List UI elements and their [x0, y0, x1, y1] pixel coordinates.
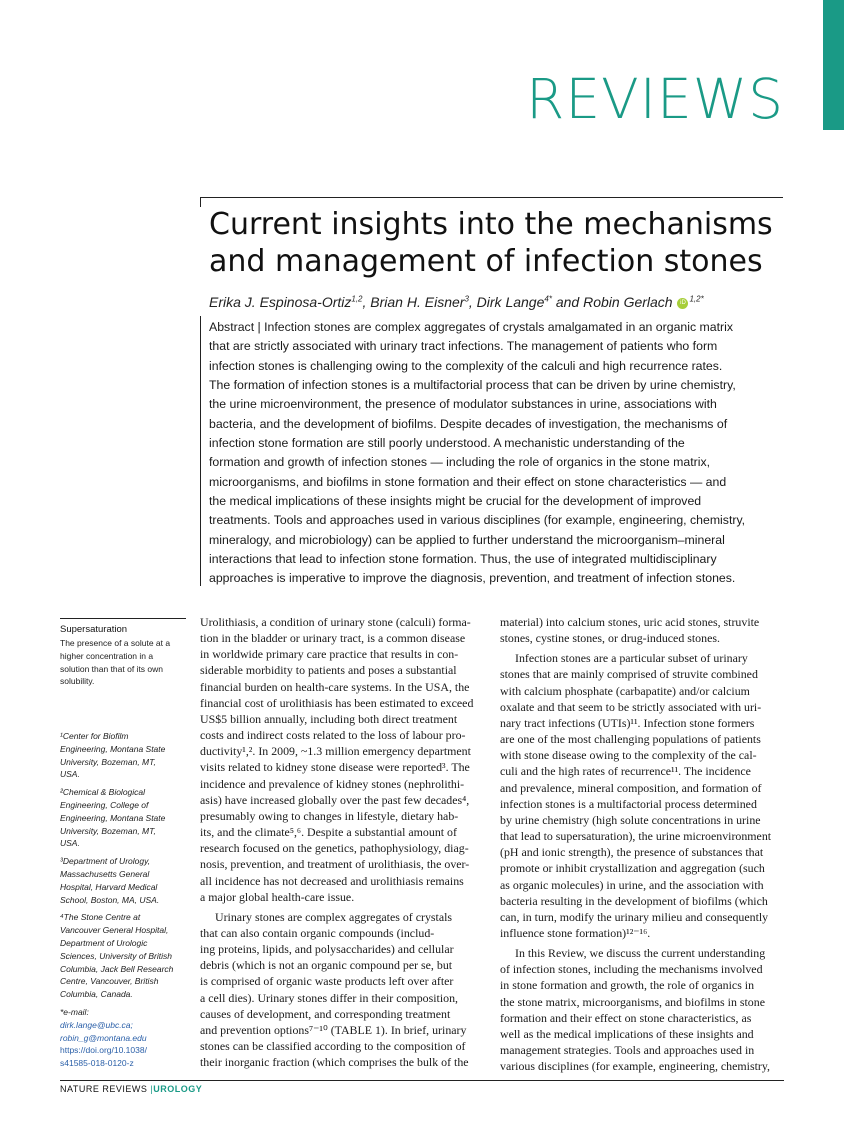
body-text-line: incidence and prevalence of kidney stones (nephrolithi- — [200, 776, 465, 791]
body-text-line: formation and their effect on stone characteristics, as — [500, 1010, 752, 1025]
author-name: Robin Gerlach — [583, 294, 673, 310]
abstract-line: the urine microenvironment, the presence of modulator substances in urine, associations with — [209, 397, 717, 412]
body-text-line: is comprised of organic waste products left over after — [200, 974, 454, 989]
body-text-line: nosis, prevention, and treatment of urolithiasis, the over- — [200, 857, 470, 872]
body-text-line: culi and the high rates of recurrence¹¹. The incidence — [500, 764, 751, 779]
abstract-line: Abstract | Infection stones are complex aggregates of crystals amalgamated in an organic matrix — [209, 320, 734, 334]
abstract-line: The formation of infection stones is a multifactorial process that can be driven by urine chemistry, — [209, 378, 736, 393]
sidebar-rule — [60, 618, 186, 619]
body-text-line: by urine chemistry (high solute concentrations in urine — [500, 812, 761, 827]
body-text-line: in worldwide primary care practice that results in con- — [200, 647, 459, 662]
affiliation: ³Department of Urology, Massachusetts General Hospital, Harvard Medical School, Boston, MA, USA. — [60, 856, 160, 905]
body-text-line: its, and the climate⁵,⁶. Despite a substantial amount of — [200, 825, 457, 840]
body-text-line: financial burden on health-care systems. In the USA, the — [200, 679, 470, 694]
body-text-line: bacteria resulting in the development of biofilms (which — [500, 893, 768, 908]
body-text-line: can, in turn, modify the urinary milieu and consequently — [500, 909, 769, 924]
body-text-line: Infection stones are a particular subset of urinary — [515, 651, 748, 666]
doi-link[interactable]: https://doi.org/10.1038/ s41585-018-0120-z — [60, 1045, 147, 1069]
body-text-line: stones that are mainly comprised of struvite combined — [500, 667, 758, 682]
body-text-line: (pH and ionic strength), the presence of substances that — [500, 845, 764, 860]
glossary-line: higher concentration in a — [60, 650, 154, 661]
body-text-line: a major global health-care issue. — [200, 889, 355, 904]
orcid-icon[interactable]: iD — [677, 298, 688, 309]
body-text-line: costs and indirect costs related to the loss of labour pro- — [200, 728, 466, 743]
glossary-line: solution than that of its own — [60, 663, 164, 674]
section-label: REVIEWS — [526, 67, 784, 131]
author-name: Dirk Lange — [476, 294, 545, 310]
article-title — [209, 206, 809, 280]
body-text-line: financial cost of urolithiasis has been estimated to exceed — [200, 695, 474, 710]
abstract-line: infection stone formation are still poorly understood. A mechanistic understanding of the — [209, 436, 685, 451]
body-text-line: debris (which is not an organic compound per se, but — [200, 958, 453, 973]
journal-section: UROLOGY — [153, 1084, 203, 1094]
body-text-line: that can also contain organic compounds (includ- — [200, 925, 435, 940]
abstract-line: microorganisms, and biofilms in stone formation and their effect on stone characteristics — and — [209, 474, 727, 489]
body-text-line: Urolithiasis, a condition of urinary stone (calculi) forma- — [200, 615, 471, 629]
glossary-line: The presence of a solute at a — [60, 638, 171, 648]
page-footer: NATURE REVIEWS |UROLOGY — [60, 1084, 203, 1094]
glossary-line: solubility. — [60, 676, 95, 687]
body-text-line: visits related to kidney stone disease were reported³. The — [200, 760, 470, 775]
body-text-line: infection stones is a multifactorial process determined — [500, 796, 757, 811]
abstract-line: that are strictly associated with urinary tract infections. The management of patients who form — [209, 339, 718, 354]
body-text-line: with stone disease owing to the complexity of the cal- — [500, 748, 757, 763]
body-text-line: siderable morbidity to patients and poses a substantial — [200, 663, 457, 678]
abstract-line: treatments. Tools and approaches used in various disciplines (for example, engineering, chemistry, — [209, 513, 746, 528]
body-text-line: as organic molecules) in urine, and the association with — [500, 877, 764, 892]
abstract — [209, 318, 784, 589]
body-text-line: US$5 billion annually, including both direct treatment — [200, 711, 458, 726]
body-text-line: nary tract infections (UTIs)¹¹. Infection stone formers — [500, 715, 755, 730]
body-text-line: Urinary stones are complex aggregates of crystals — [215, 909, 453, 924]
affiliation: ²Chemical & Biological Engineering, College of Engineering, Montana State University, Bozeman, MT, USA. — [60, 787, 166, 849]
email-link[interactable]: dirk.lange@ubc.ca; — [60, 1019, 133, 1030]
body-text-line: influence stone formation)¹²⁻¹⁶. — [500, 925, 651, 940]
affiliation: ⁴The Stone Centre at Vancouver General Hospital, Department of Urologic Sciences, University of British Columbia, Jack Bell Research Centre, Vancouver, British Columbia, Canada. — [60, 912, 174, 1000]
body-text-line: all incidence has not decreased and urolithiasis remains — [200, 873, 464, 888]
body-text-line: a cell dies). Urinary stones differ in their composition, — [200, 990, 459, 1005]
body-text-line: In this Review, we discuss the current understanding — [515, 946, 766, 961]
body-text-line: oxalate and that seem to be strictly associated with uri- — [500, 699, 762, 714]
body-column-1 — [200, 614, 484, 1070]
title-rule-corner — [200, 197, 201, 207]
abstract-line: infection stones is challenging owing to the complexity of the calculi and high recurrence rates. — [209, 358, 723, 373]
body-text-line: and prevalence, mineral composition, and formation of — [500, 780, 762, 795]
body-text-line: management strategies. Tools and approaches used in — [500, 1043, 755, 1058]
affiliations — [60, 730, 190, 1070]
abstract-line: bacteria, and the development of biofilms. Despite decades of investigation, the mechanisms of — [209, 416, 728, 431]
body-text-line: tion in the bladder or urinary tract, is a common disease — [200, 631, 466, 646]
body-text-line: stones, cystine stones, or drug-induced stones. — [500, 631, 720, 646]
abstract-line: mineralogy, and microbiology) can be applied to further understand the microorganism–mineral — [209, 532, 725, 547]
abstract-line: formation and growth of infection stones — including the role of organics in the stone matrix, — [209, 455, 711, 470]
title-line-1: Current insights into the mechanisms — [209, 207, 773, 242]
body-text-line: asis) have increased globally over the past few decades⁴, — [200, 792, 470, 807]
abstract-rule — [200, 316, 201, 586]
affiliation: ¹Center for Biofilm Engineering, Montana State University, Bozeman, MT, USA. — [60, 731, 166, 780]
abstract-line: the medical implications of these insights might be crucial for the development of improved — [209, 494, 702, 509]
body-text-line: material) into calcium stones, uric acid stones, struvite — [500, 615, 760, 629]
author-name: Brian H. Eisner — [370, 294, 465, 310]
body-text-line: research focused on the genetics, pathophysiology, diag- — [200, 841, 469, 856]
email-block: *e-mail: dirk.lange@ubc.ca; robin_g@montana.edu — [60, 1006, 190, 1044]
body-text-line: and prevention options⁷⁻¹⁰ (TABLE 1). In brief, urinary — [200, 1022, 467, 1037]
abstract-line: interactions that lead to infection stone formation. Thus, the use of integrated multidisciplinary — [209, 552, 717, 567]
body-text-line: promote or inhibit crystallization and aggregation (such — [500, 861, 765, 876]
body-text-line: that lead to supersaturation), the urine microenvironment — [500, 829, 772, 844]
body-column-2 — [500, 614, 784, 1074]
glossary-definition — [60, 637, 186, 688]
title-line-2: and management of infection stones — [209, 244, 763, 279]
body-text-line: in stone formation and growth, the role of organics in — [500, 978, 755, 993]
section-color-tab — [823, 0, 844, 130]
body-text-line: well as the medical implications of these insights and — [500, 1026, 754, 1041]
body-text-line: their inorganic fraction (which comprises the bulk of the — [200, 1055, 469, 1070]
body-text-line: ductivity¹,². In 2009, ~1.3 million emergency department — [200, 744, 471, 759]
body-text-line: presumably owing to changes in lifestyle, dietary hab- — [200, 808, 459, 823]
body-text-line: the stone matrix, microorganisms, and biofilms in stone — [500, 994, 765, 1009]
body-text-line: stones can be classified according to the composition of — [200, 1039, 466, 1054]
body-text-line: of infection stones, including the mechanisms involved — [500, 962, 763, 977]
email-link[interactable]: robin_g@montana.edu — [60, 1032, 147, 1043]
body-text-line: ing proteins, lipids, and polysaccharides) and cellular — [200, 942, 454, 957]
author-name: Erika J. Espinosa-Ortiz — [209, 294, 352, 310]
abstract-line: approaches is imperative to improve the diagnosis, prevention, and treatment of infection stones. — [209, 571, 736, 586]
author-list: Erika J. Espinosa-Ortiz$^{1,2}$, Brian H. Eisner$^3$, Dirk Lange$^{4*}$ and Robin Gerlach iD $^{1,2*}$ — [209, 294, 704, 310]
glossary-term: Supersaturation — [60, 624, 128, 635]
title-rule — [200, 197, 783, 198]
body-text-line: are one of the most challenging populations of patients — [500, 732, 761, 747]
body-text-line: causes of development, and corresponding treatment — [200, 1006, 451, 1021]
body-text-line: with calcium phosphate (carbapatite) and/or calcium — [500, 683, 750, 698]
footer-rule — [60, 1080, 784, 1081]
body-text-line: various disciplines (for example, engineering, chemistry, — [500, 1059, 770, 1074]
journal-name: NATURE REVIEWS — [60, 1084, 148, 1094]
